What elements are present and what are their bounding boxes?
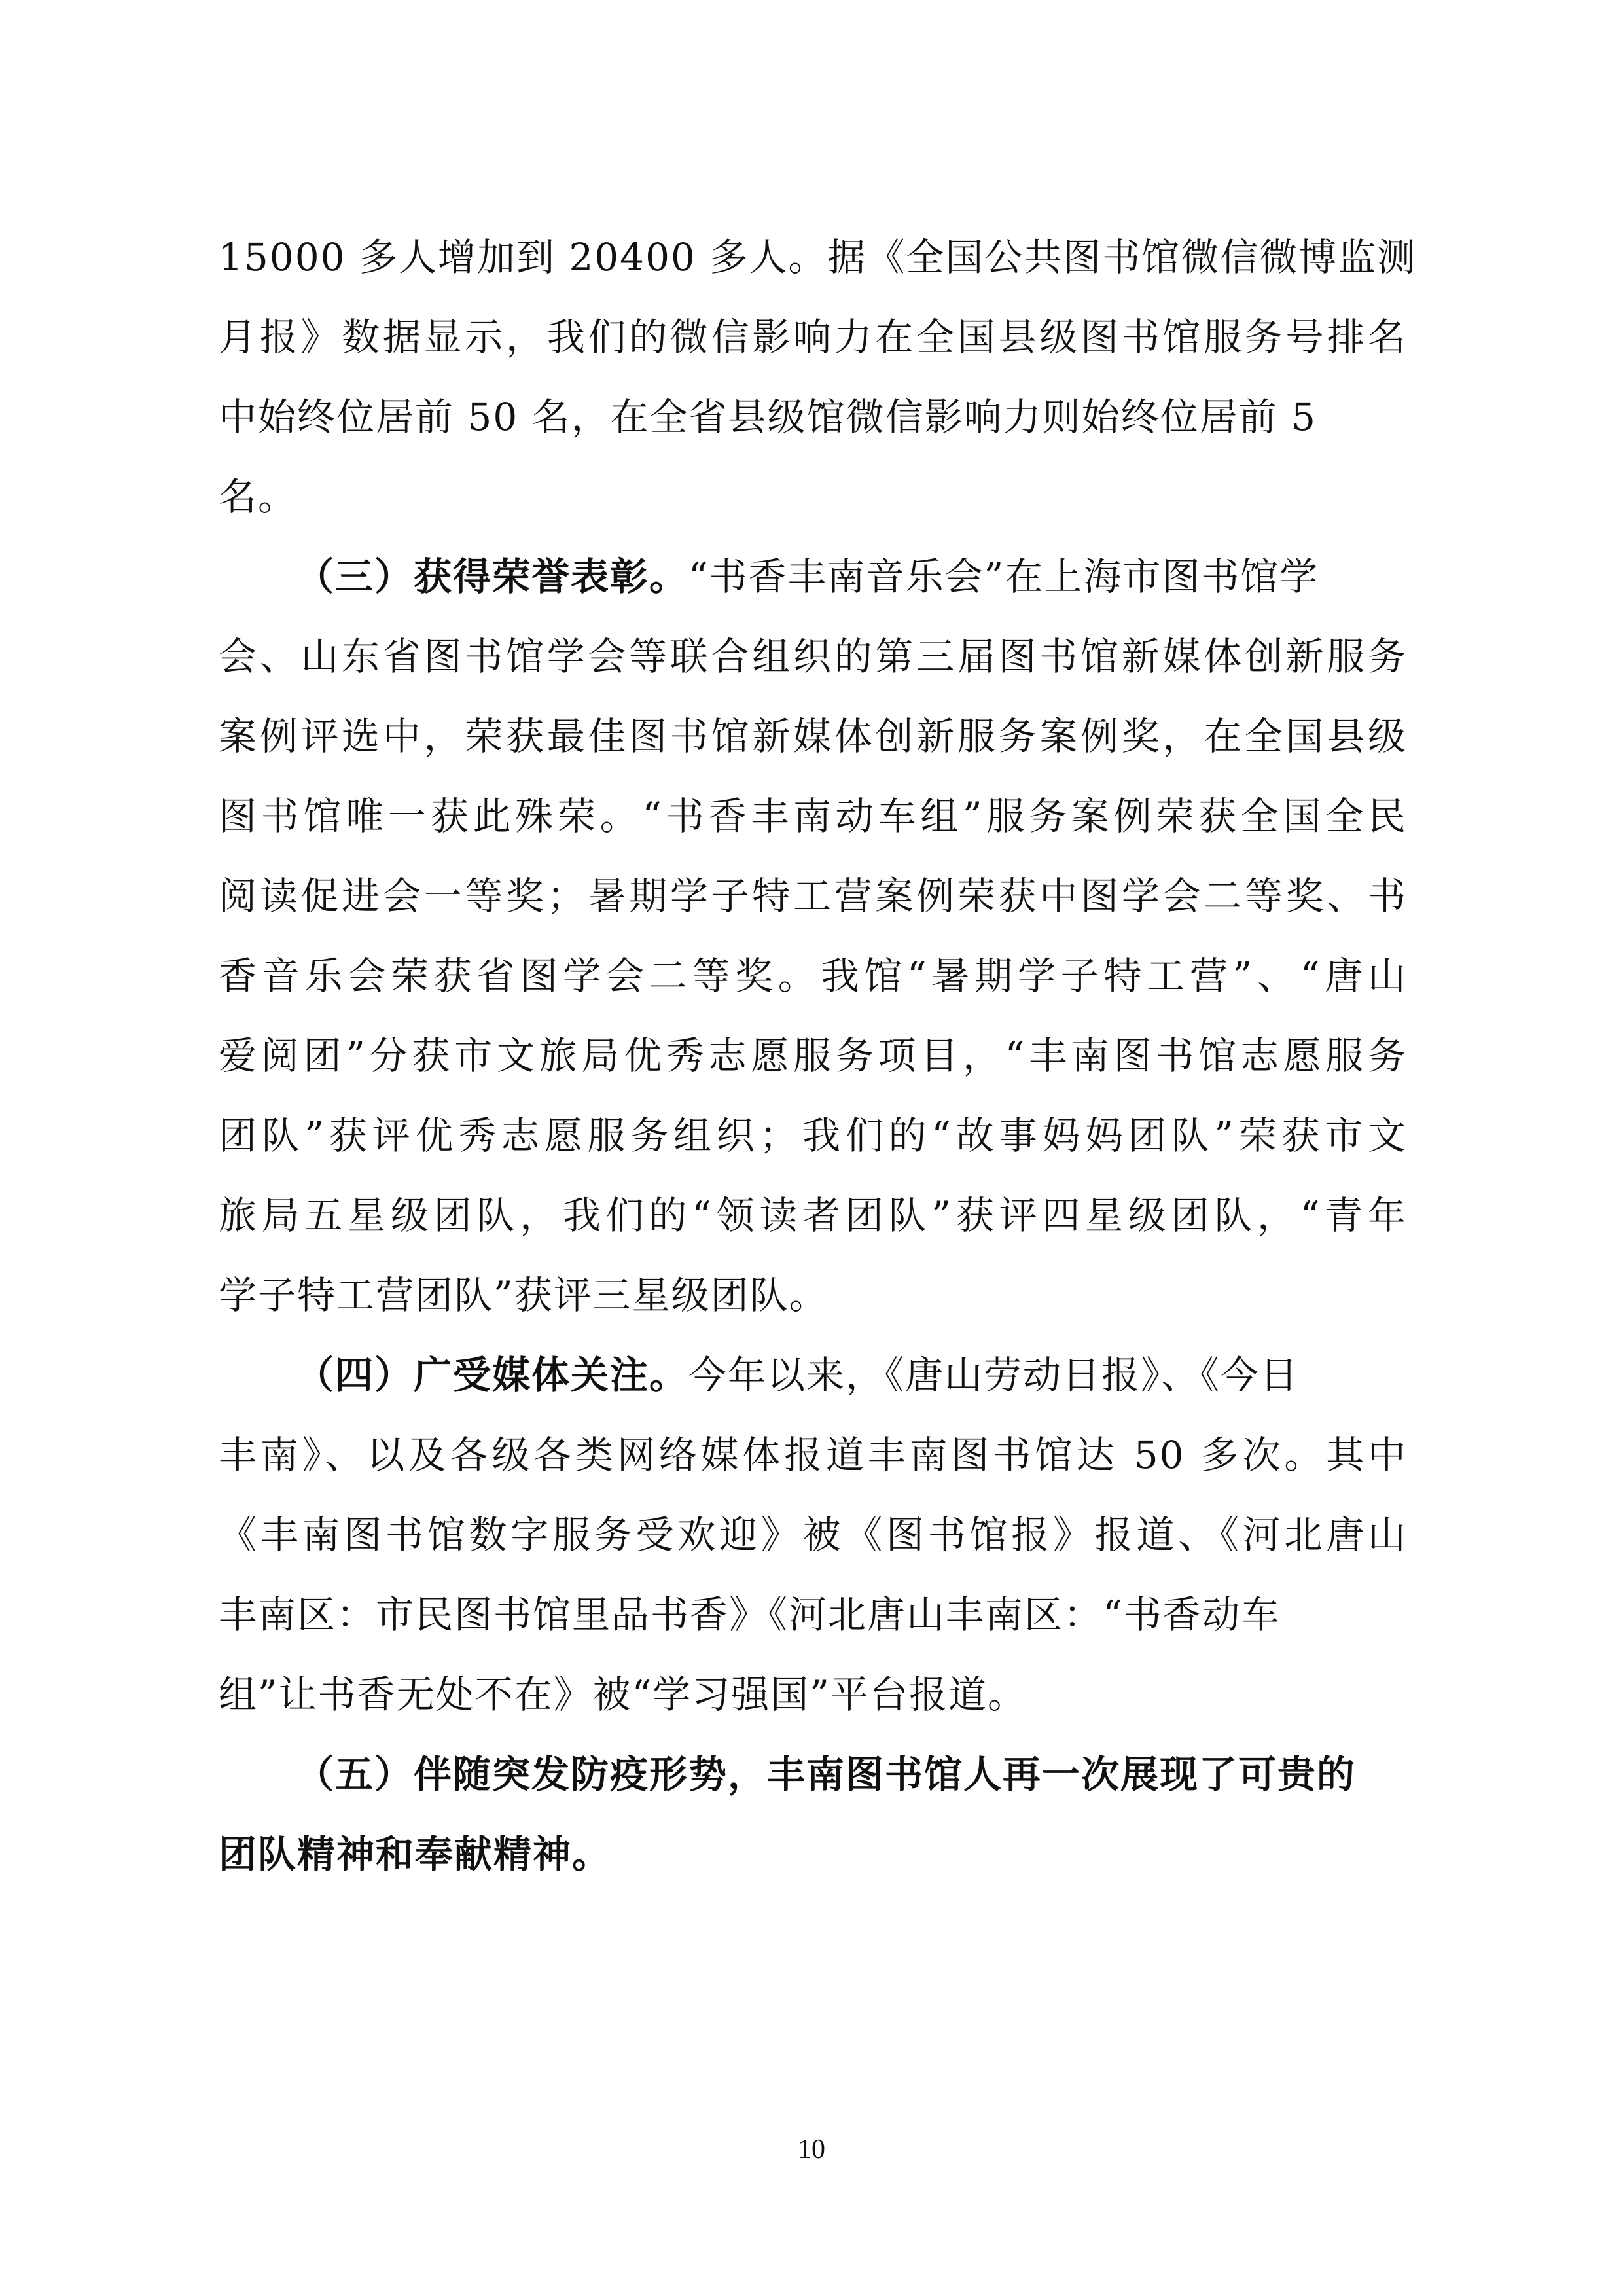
body-line: 旅局五星级团队，我们的“领读者团队”获评四星级团队，“青年 (219, 1193, 1407, 1238)
body-line: 名。 (219, 475, 298, 519)
document-body (219, 217, 1417, 1894)
body-line: 15000 多人增加到 20400 多人。据《全国公共图书馆微信微博监测 (219, 235, 1417, 279)
section-heading-continuation: 团队精神和奉献精神。 (219, 1832, 612, 1876)
body-line: 学子特工营团队”获评三星级团队。 (219, 1273, 829, 1318)
body-line: 阅读促进会一等奖；暑期学子特工营案例荣获中图学会二等奖、书 (219, 874, 1407, 918)
body-line: 组”让书香无处不在》被“学习强国”平台报道。 (219, 1672, 1027, 1717)
body-line: 丰南》、以及各级各类网络媒体报道丰南图书馆达 50 多次。其中 (219, 1433, 1407, 1477)
body-line: 爱阅团”分获市文旅局优秀志愿服务项目，“丰南图书馆志愿服务 (219, 1033, 1407, 1078)
section-heading: （四）广受媒体关注。 (296, 1353, 689, 1397)
body-line: 图书馆唯一获此殊荣。“书香丰南动车组”服务案例荣获全国全民 (219, 794, 1407, 838)
body-line: 团队”获评优秀志愿服务组织；我们的“故事妈妈团队”荣获市文 (219, 1113, 1407, 1158)
section-four-first-line (219, 1335, 1407, 1415)
section-heading: （三）获得荣誉表彰。 (296, 554, 689, 599)
body-text: “书香丰南音乐会”在上海市图书馆学 (688, 554, 1319, 599)
body-line: 会、山东省图书馆学会等联合组织的第三届图书馆新媒体创新服务 (219, 634, 1407, 679)
body-line: 月报》数据显示，我们的微信影响力在全国县级图书馆服务号排名 (219, 315, 1407, 359)
body-text: 今年以来，《唐山劳动日报》、《今日 (688, 1353, 1300, 1397)
section-three-first-line (219, 537, 1407, 617)
section-heading: （五）伴随突发防疫形势，丰南图书馆人再一次展现了可贵的 (296, 1752, 1357, 1797)
body-line: 《丰南图书馆数字服务受欢迎》被《图书馆报》报道、《河北唐山 (219, 1513, 1407, 1557)
body-line: 案例评选中，荣获最佳图书馆新媒体创新服务案例奖，在全国县级 (219, 714, 1407, 759)
body-line: 丰南区：市民图书馆里品书香》《河北唐山丰南区：“书香动车 (219, 1592, 1281, 1637)
page-number: 10 (798, 2134, 825, 2164)
body-line: 中始终位居前 50 名，在全省县级馆微信影响力则始终位居前 5 (219, 395, 1317, 439)
body-line: 香音乐会荣获省图学会二等奖。我馆“暑期学子特工营”、“唐山 (219, 954, 1407, 998)
section-five-first-line (219, 1734, 1407, 1814)
